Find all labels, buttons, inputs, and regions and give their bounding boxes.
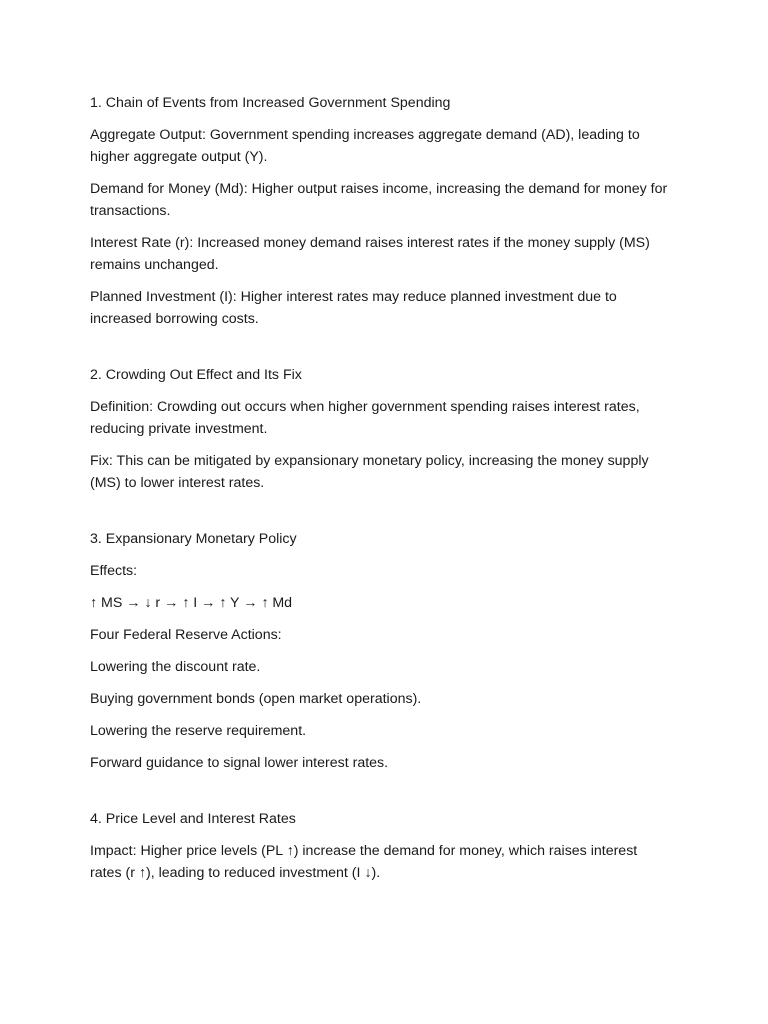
paragraph-fed-action-discount-rate: Lowering the discount rate. — [90, 659, 261, 675]
paragraph-interest-rate: Interest Rate (r): Increased money demand raises interest rates if the money supply (MS) remains unchanged. — [90, 235, 650, 273]
paragraph-fed-actions-label: Four Federal Reserve Actions: — [90, 627, 282, 643]
paragraph-fed-action-reserve-requirement: Lowering the reserve requirement. — [90, 723, 307, 739]
paragraph-definition: Definition: Crowding out occurs when higher government spending raises interest rates, reducing private investment. — [90, 399, 640, 437]
paragraph-effects-label: Effects: — [90, 563, 138, 579]
section-government-spending — [90, 92, 672, 330]
section-heading: 4. Price Level and Interest Rates — [90, 811, 296, 827]
section-price-level — [90, 808, 672, 884]
section-heading: 1. Chain of Events from Increased Government Spending — [90, 95, 451, 111]
paragraph-impact: Impact: Higher price levels (PL ↑) increase the demand for money, which raises interest rates (r ↑), leading to reduced investment (I ↓). — [90, 843, 638, 881]
section-crowding-out — [90, 364, 672, 494]
paragraph-aggregate-output: Aggregate Output: Government spending increases aggregate demand (AD), leading to higher aggregate output (Y). — [90, 127, 640, 165]
paragraph-effects-chain: ↑ MS → ↓ r → ↑ I → ↑ Y → ↑ Md — [90, 595, 293, 611]
paragraph-fed-action-forward-guidance: Forward guidance to signal lower interest rates. — [90, 755, 389, 771]
section-monetary-policy — [90, 528, 672, 774]
paragraph-fed-action-buy-bonds: Buying government bonds (open market operations). — [90, 691, 422, 707]
paragraph-planned-investment: Planned Investment (I): Higher interest rates may reduce planned investment due to increased borrowing costs. — [90, 289, 617, 327]
paragraph-demand-for-money: Demand for Money (Md): Higher output raises income, increasing the demand for money for transactions. — [90, 181, 668, 219]
section-heading: 3. Expansionary Monetary Policy — [90, 531, 297, 547]
paragraph-fix: Fix: This can be mitigated by expansionary monetary policy, increasing the money supply (MS) to lower interest rates. — [90, 453, 649, 491]
section-heading: 2. Crowding Out Effect and Its Fix — [90, 367, 302, 383]
